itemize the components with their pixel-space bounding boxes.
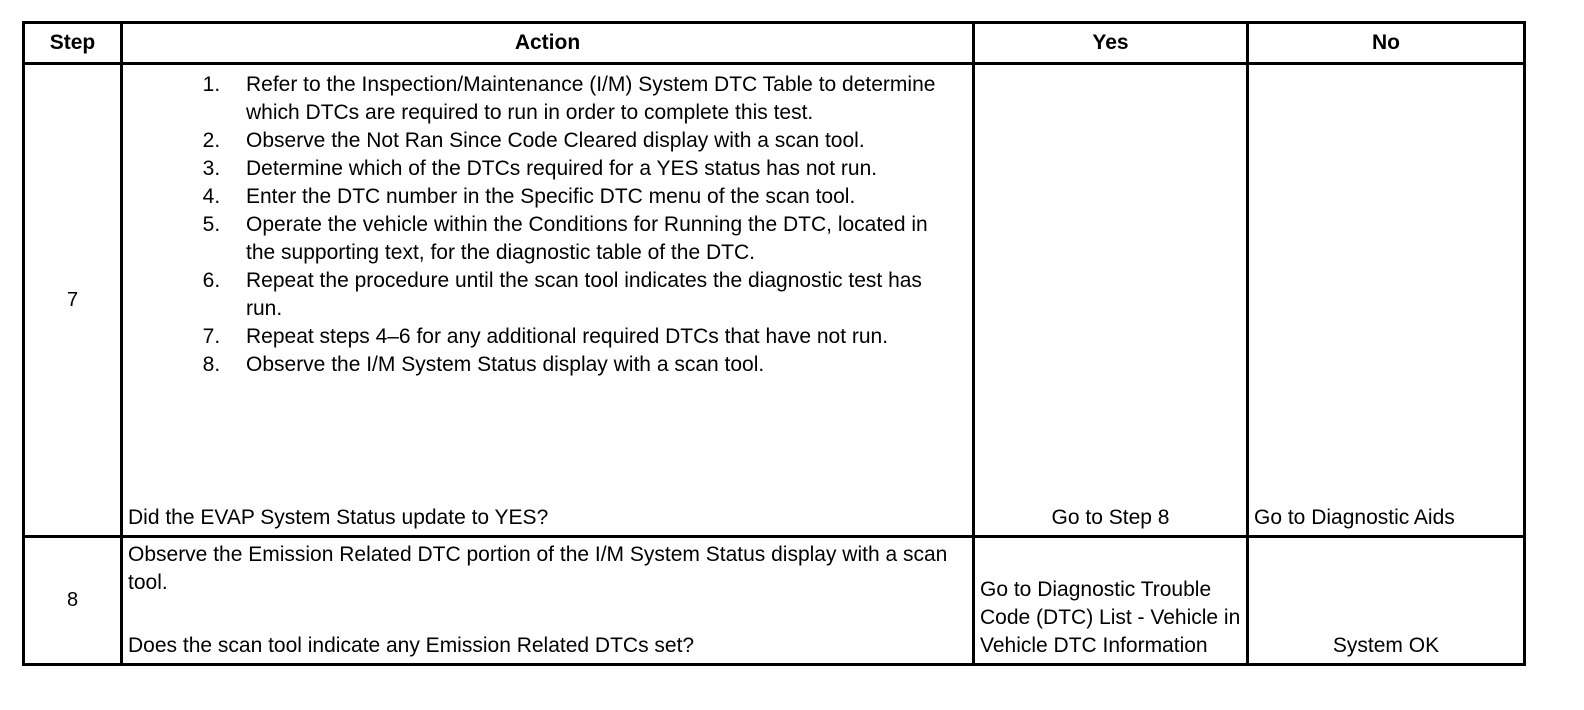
action-cell (122, 64, 974, 537)
action-question: Did the EVAP System Status update to YES? (128, 506, 549, 529)
action-steps-list (123, 65, 972, 379)
action-step-item: 8. Observe the I/M System Status display with a scan tool. (226, 351, 962, 379)
step-number: 8 (24, 537, 122, 665)
action-step-item: 4. Enter the DTC number in the Specific DTC menu of the scan tool. (226, 183, 962, 211)
action-step-item: 7. Repeat steps 4–6 for any additional required DTCs that have not run. (226, 323, 962, 351)
diagnostic-table (22, 21, 1526, 666)
no-result: System OK (1332, 634, 1440, 657)
action-step-item: 2. Observe the Not Ran Since Code Cleared display with a scan tool. (226, 127, 962, 155)
action-step-item: 5. Operate the vehicle within the Conditions for Running the DTC, located in the supporting text, for the diagnostic table of the DTC. (226, 211, 962, 267)
yes-result: Go to Step 8 (1051, 506, 1170, 529)
action-cell (122, 537, 974, 665)
action-step-item: 1. Refer to the Inspection/Maintenance (I/M) System DTC Table to determine which DTCs are required to run in order to complete this test. (226, 71, 962, 127)
action-question: Does the scan tool indicate any Emission Related DTCs set? (128, 634, 695, 657)
header-no: No (1248, 23, 1525, 64)
header-yes: Yes (974, 23, 1248, 64)
table-header-row (24, 23, 1525, 64)
action-step-item: 6. Repeat the procedure until the scan tool indicates the diagnostic test has run. (226, 267, 962, 323)
yes-cell (974, 64, 1248, 537)
header-step: Step (24, 23, 122, 64)
no-cell (1248, 64, 1525, 537)
action-step-item: 3. Determine which of the DTCs required for a YES status has not run. (226, 155, 962, 183)
no-cell (1248, 537, 1525, 665)
yes-cell (974, 537, 1248, 665)
table-row-step-7 (24, 64, 1525, 537)
action-text: Observe the Emission Related DTC portion of the I/M System Status display with a scan tool. (128, 543, 948, 594)
step-number: 7 (24, 64, 122, 537)
yes-result: Go to Diagnostic Trouble Code (DTC) List - Vehicle in Vehicle DTC Information (980, 578, 1241, 657)
header-action: Action (122, 23, 974, 64)
no-result: Go to Diagnostic Aids (1254, 506, 1455, 529)
table-row-step-8 (24, 537, 1525, 665)
